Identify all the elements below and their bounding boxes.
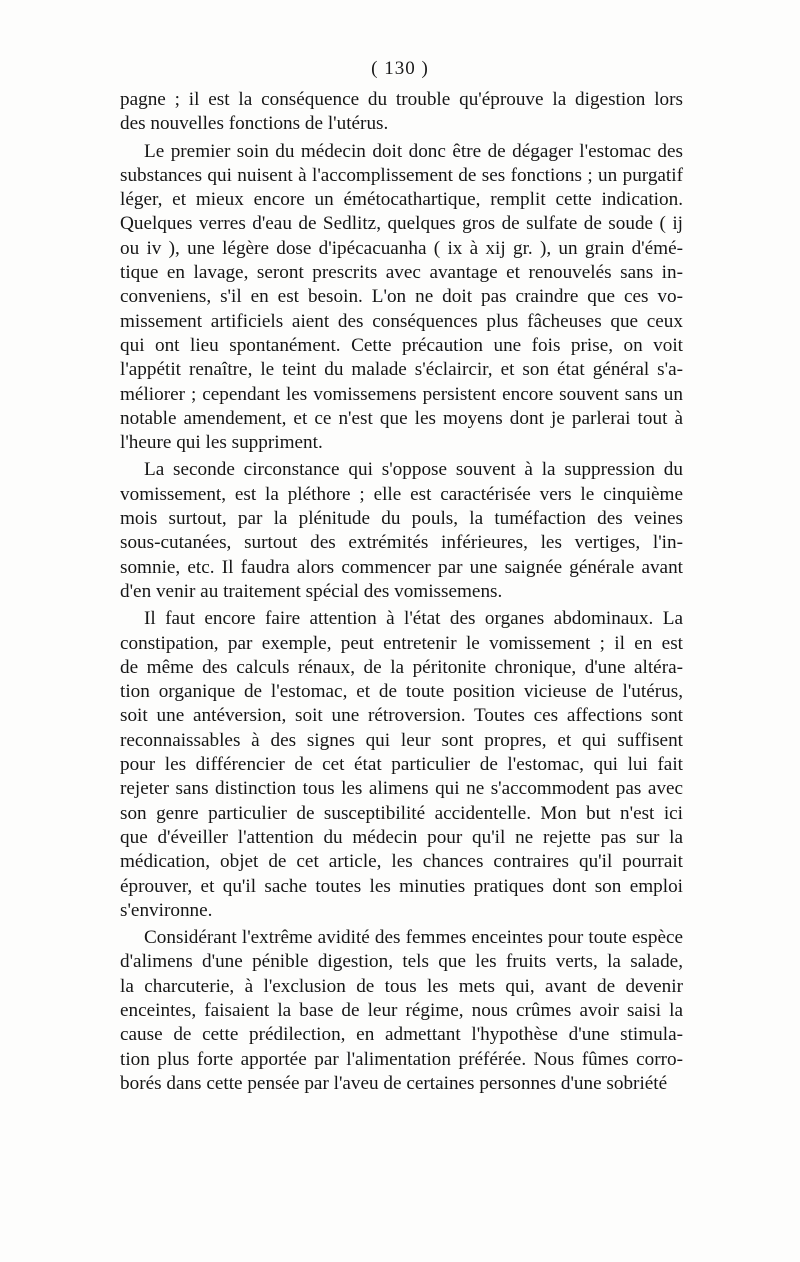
text-line: tion plus forte apportée par l'alimentation préférée. Nous fûmes corro- [120, 1048, 683, 1070]
text-line: Il faut encore faire attention à l'état des organes abdominaux. La [144, 608, 683, 630]
text-line: de même des calculs rénaux, de la péritonite chronique, d'une altéra- [120, 656, 683, 678]
paragraph [120, 140, 683, 456]
text-line: d'en venir au traitement spécial des vomissemens. [120, 580, 503, 602]
text-line: conveniens, s'il en est besoin. L'on ne doit pas craindre que ces vo- [120, 286, 683, 308]
text-line: léger, et mieux encore un émétocathartique, remplit cette indication. [120, 189, 683, 211]
page-number: ( 130 ) [371, 58, 429, 79]
text-line: La seconde circonstance qui s'oppose souvent à la suppression du [144, 459, 683, 481]
text-line: son genre particulier de susceptibilité accidentelle. Mon but n'est ici [120, 802, 683, 824]
text-line: l'appétit renaître, le teint du malade s'éclaircir, et son état général s'a- [120, 359, 683, 381]
text-line: médication, objet de cet article, les chances contraires qu'il pourrait [120, 851, 683, 873]
text-line: borés dans cette pensée par l'aveu de certaines personnes d'une sobriété [120, 1072, 668, 1094]
text-line: cause de cette prédilection, en admettant l'hypothèse d'une stimula- [120, 1024, 683, 1046]
text-line: vomissement, est la pléthore ; elle est caractérisée vers le cinquième [120, 483, 683, 505]
text-line: méliorer ; cependant les vomissemens persistent encore souvent sans un [120, 383, 683, 405]
text-line: d'alimens d'une pénible digestion, tels que les fruits verts, la salade, [120, 951, 683, 973]
text-line: la charcuterie, à l'exclusion de tous les mets qui, avant de devenir [120, 975, 683, 997]
text-line: missement artificiels aient des conséquences plus fâcheuses que ceux [120, 310, 683, 332]
text-line: l'heure qui les suppriment. [120, 432, 323, 454]
text-line: pour les différencier de cet état particulier de l'estomac, qui lui fait [120, 754, 683, 776]
body-text [120, 88, 683, 1099]
text-line: soit une antéversion, soit une rétroversion. Toutes ces affections sont [120, 705, 683, 727]
text-line: ou iv ), une légère dose d'ipécacuanha ( ix à xij gr. ), un grain d'émé- [120, 237, 683, 259]
text-line: éprouver, et qu'il sache toutes les minuties pratiques dont son emploi [120, 875, 683, 897]
text-line: reconnaissables à des signes qui leur sont propres, et qui suffisent [120, 729, 683, 751]
text-line: notable amendement, et ce n'est que les moyens dont je parlerai tout à [120, 407, 683, 429]
text-line: Le premier soin du médecin doit donc être de dégager l'estomac des [144, 140, 683, 162]
paragraph [120, 458, 683, 604]
text-line: rejeter sans distinction tous les alimens qui ne s'accommodent pas avec [120, 778, 683, 800]
paragraph [120, 607, 683, 923]
text-line: sous-cutanées, surtout des extrémités inférieures, les vertiges, l'in- [120, 532, 683, 554]
text-line: que d'éveiller l'attention du médecin pour qu'il ne rejette pas sur la [120, 826, 683, 848]
text-line: des nouvelles fonctions de l'utérus. [120, 113, 389, 135]
text-line: Quelques verres d'eau de Sedlitz, quelques gros de sulfate de soude ( ij [120, 213, 683, 235]
text-line: tique en lavage, seront prescrits avec avantage et renouvelés sans in- [120, 262, 683, 284]
text-line: s'environne. [120, 899, 213, 921]
text-line: qui ont lieu spontanément. Cette précaution une fois prise, on voit [120, 334, 683, 356]
text-line: enceintes, faisaient la base de leur régime, nous crûmes avoir saisi la [120, 999, 683, 1021]
text-line: substances qui nuisent à l'accomplissement de ses fonctions ; un purgatif [120, 164, 683, 186]
text-line: mois surtout, par la plénitude du pouls, la tuméfaction des veines [120, 508, 683, 530]
text-line: pagne ; il est la conséquence du trouble qu'éprouve la digestion lors [120, 89, 683, 110]
paragraph [120, 926, 683, 1096]
text-line: somnie, etc. Il faudra alors commencer par une saignée générale avant [120, 556, 683, 578]
text-line: Considérant l'extrême avidité des femmes enceintes pour toute espèce [144, 927, 683, 949]
text-line: tion organique de l'estomac, et de toute position vicieuse de l'utérus, [120, 681, 683, 703]
text-line: constipation, par exemple, peut entretenir le vomissement ; il en est [120, 632, 683, 654]
paragraph [120, 88, 683, 137]
